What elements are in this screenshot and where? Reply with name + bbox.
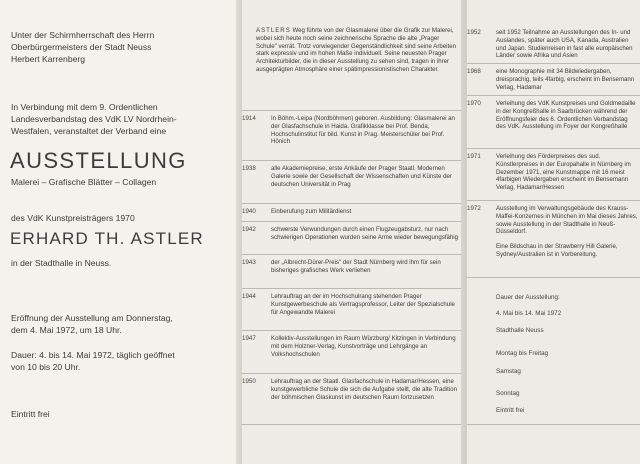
entry-1914: In Böhm.-Leipa (Nordböhmen) geboren. Ausbildung: Glasmalerei an der Glasfachschule in Haida. Grafikklasse bei Prof. Benda, Hochschulinstitut für bild. Kunst in Prag. Meisterschüler bei Prof. Hönich bbox=[271, 115, 455, 146]
divider bbox=[467, 63, 640, 64]
organizer-line-3: Westfalen, veranstaltet der Verband eine bbox=[11, 126, 167, 136]
duration-label: Dauer der Ausstellung: bbox=[496, 294, 560, 301]
venue-line: in der Stadthalle in Neuss. bbox=[11, 258, 112, 268]
intro-paragraph bbox=[256, 27, 458, 74]
divider bbox=[467, 148, 640, 149]
divider bbox=[467, 200, 640, 201]
saturday-label: Samstag bbox=[496, 368, 521, 375]
exhibition-subtitle: Malerei – Grafische Blätter – Collagen bbox=[11, 177, 157, 187]
opening-line-1: Eröffnung der Ausstellung am Donnerstag, bbox=[11, 313, 173, 323]
year-1914: 1914 bbox=[242, 115, 256, 122]
organizer-line-1: In Verbindung mit dem 9. Ordentlichen bbox=[11, 102, 158, 112]
entry-1938: alle Akademiepreise, erste Ankäufe der Prager Staatl. Modernen Galerie sowie der Gesellschaft der Wissenschaften und Künste der deutschen Universität in Prag bbox=[271, 165, 452, 188]
divider bbox=[242, 330, 461, 331]
divider bbox=[242, 221, 461, 222]
intro-text: Weg führte von der Glasmalerei über die Grafik zur Malerei, wobei sich heute noch seine zeichnerische Sprache die alte „Prager Schule" verrät. Trotz vorwiegender Gegenständlichkeit sind seine Arbeiten stark expressiv und im hohen Maße individuell. Seine neuesten Prager Architekturbilder, die in dieser Ausstellung zu sehen sind, tragen in ihrer ausgeprägten Atmosphäre einer spätimpressionistischen Charakter. bbox=[256, 27, 456, 73]
details-panel bbox=[467, 0, 640, 464]
intro-lead: ASTLERS bbox=[256, 27, 291, 34]
patron-line-3: Herbert Karrenberg bbox=[11, 54, 86, 64]
year-1970: 1970 bbox=[467, 100, 481, 107]
entry-1947: Kollektiv-Ausstellungen im Raum Würzburg/ Kitzingen in Verbindung mit dem Holzner-Verlag, Kunstvorträge und Lehrgänge an Volkshochschulen bbox=[271, 335, 456, 358]
dates-line-1: Dauer: 4. bis 14. Mai 1972, täglich geöffnet bbox=[11, 350, 175, 360]
year-1952: 1952 bbox=[467, 29, 481, 36]
divider bbox=[242, 424, 461, 425]
duration-value: 4. Mai bis 14. Mai 1972 bbox=[496, 310, 562, 317]
entry-1968: eine Monographie mit 34 Bildwiedergaben, dreisprachig, teils 4farbig, erscheint im Bensemann Verlag, Hadamar bbox=[496, 68, 635, 91]
year-1944: 1944 bbox=[242, 293, 256, 300]
divider bbox=[242, 203, 461, 204]
entry-1971: Verleihung des Förderpreises des sud. Künstlerpreises in der Europahalle in Nürnberg im Dezember 1971, eine Kunstmappe mit 16 meist 4farbigen Wiedergaben erscheint im Bensemann Verlag, Hadamar/Hessen bbox=[496, 153, 631, 192]
exhibition-title: AUSSTELLUNG bbox=[10, 148, 187, 173]
front-panel bbox=[0, 0, 236, 464]
entry-1970: Verleihung des VdK Kunstpreises und Goldmedaille in der Kongreßhalle in Saarbrücken während der Eröffnungsfeier des 6. Ordentlichen Verbandstag des VdK. Ausstellung im Foyer der Kongreßhalle bbox=[496, 100, 636, 131]
year-1943: 1943 bbox=[242, 259, 256, 266]
year-1942: 1942 bbox=[242, 226, 256, 233]
entry-1942: schwerste Verwundungen durch einen Flugzeugabsturz, nur nach schwierigen Operationen wurden seine Arme wieder bewegungsfähig bbox=[271, 226, 458, 241]
divider bbox=[242, 254, 461, 255]
entry-1972: Ausstellung im Verwaltungsgebäude des Krauss-Maffei-Konzernes in München im Mai dieses Jahres, sowie Ausstellung in der Stadthalle in Neuß-Düsseldorf. bbox=[496, 205, 638, 236]
organizer-line-2: Landesverbandstag des VdK LV Nordrhein- bbox=[11, 114, 177, 124]
sunday-label: Sonntag bbox=[496, 390, 520, 397]
year-1968: 1968 bbox=[467, 68, 481, 75]
artist-name: ERHARD TH. ASTLER bbox=[10, 229, 204, 248]
divider bbox=[467, 95, 640, 96]
entry-label: Eintritt frei bbox=[496, 407, 525, 414]
biography-panel bbox=[242, 0, 461, 464]
divider bbox=[242, 373, 461, 374]
year-1938: 1938 bbox=[242, 165, 256, 172]
gallery-note: Eine Bildschau in der Strawberry Hill Galerie, Sydney/Australien ist in Vorbereitung. bbox=[496, 243, 618, 258]
entry-1944: Lehrauftrag an der im Hochschulrang stehenden Prager Kunstgewerbeschule als Vertragsprofessor, Leiter der Spezialschule für Angewandte Malerei bbox=[271, 293, 455, 316]
patron-line-1: Unter der Schirmherrschaft des Herrn bbox=[11, 30, 155, 40]
entry-note: Eintritt frei bbox=[11, 409, 50, 419]
entry-1952: seit 1952 Teilnahme an Ausstellungen des In- und Auslandes, später auch USA, Kanada, Australien und Japan. Studienreisen in fast alle europäischen Länder sowie Afrika und Asien bbox=[496, 29, 633, 60]
divider bbox=[242, 160, 461, 161]
prize-line: des VdK Kunstpreisträgers 1970 bbox=[11, 213, 135, 223]
divider bbox=[242, 110, 461, 111]
divider bbox=[467, 424, 640, 425]
entry-1950: Lehrauftrag an der Staatl. Glasfachschule in Hadamar/Hessen, eine kunstgewerbliche Schule die sich die Aufgabe stellt, die alte Tradition der böhmischen Glaskunst im deutschen Raum fortzusetzen bbox=[271, 378, 457, 401]
opening-line-2: dem 4. Mai 1972, um 18 Uhr. bbox=[11, 325, 122, 335]
weekdays-label: Montag bis Freitag bbox=[496, 350, 549, 357]
year-1950: 1950 bbox=[242, 378, 256, 385]
divider bbox=[242, 288, 461, 289]
year-1972: 1972 bbox=[467, 205, 481, 212]
dates-line-2: von 10 bis 20 Uhr. bbox=[11, 362, 81, 372]
entry-1940: Einberufung zum Militärdienst bbox=[271, 208, 352, 215]
year-1940: 1940 bbox=[242, 208, 256, 215]
divider bbox=[467, 277, 640, 278]
year-1971: 1971 bbox=[467, 153, 481, 160]
place-value: Stadthalle Neuss bbox=[496, 327, 544, 334]
patron-line-2: Oberbürgermeisters der Stadt Neuss bbox=[11, 42, 152, 52]
year-1947: 1947 bbox=[242, 335, 256, 342]
entry-1943: der „Albrecht-Dürer-Preis" der Stadt Nürnberg wird ihm für sein bisheriges grafisches Werk verliehen bbox=[271, 259, 441, 274]
